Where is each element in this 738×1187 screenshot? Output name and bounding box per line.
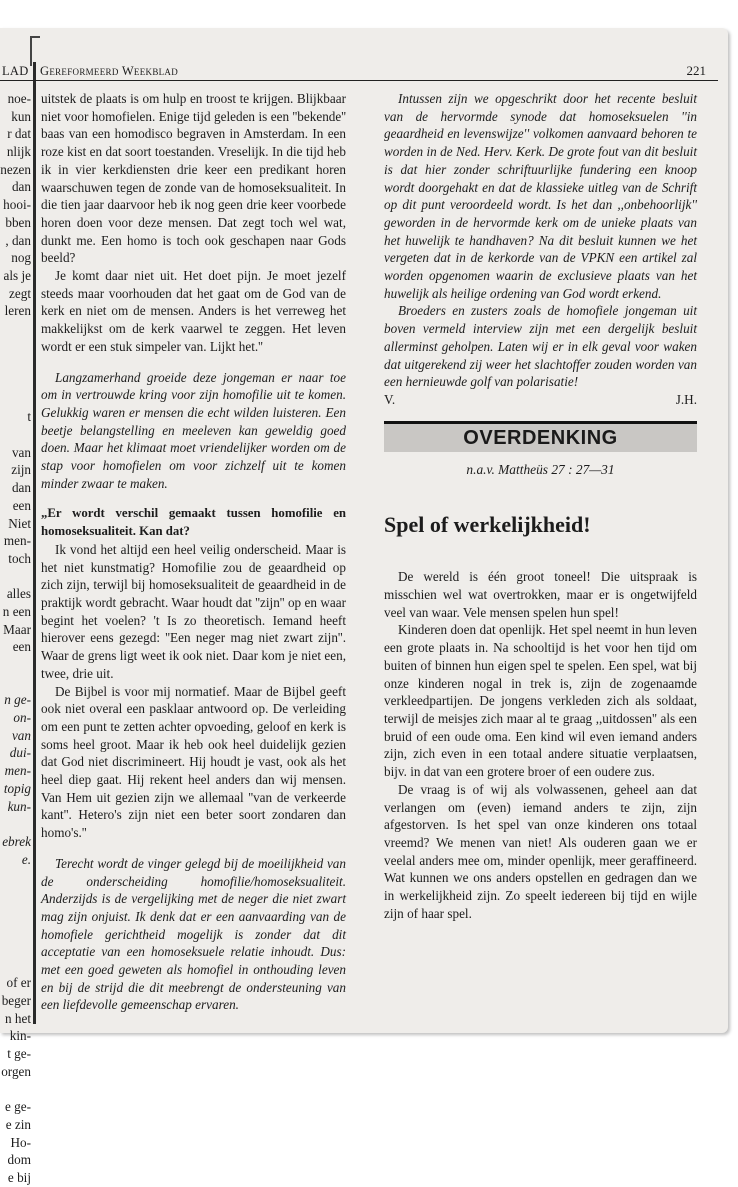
margin-fragment: n ge- (4, 692, 31, 708)
margin-fragment (0, 568, 31, 586)
margin-fragment: leren (4, 303, 31, 319)
margin-fragment: e ge- (5, 1099, 31, 1115)
margin-fragment (0, 868, 31, 886)
margin-fragment: hooi- (3, 197, 31, 213)
margin-fragment (0, 886, 31, 904)
signature-right: J.H. (675, 391, 697, 407)
margin-fragment: e bij (7, 1169, 31, 1185)
signature-line (384, 391, 697, 409)
page-number: 221 (686, 63, 706, 78)
margin-fragment: kin- (9, 1028, 31, 1044)
margin-fragment: on- (13, 710, 31, 726)
margin-fragment: Ho- (10, 1134, 31, 1150)
signature-left: V. (384, 391, 396, 407)
margin-fragment: r dat (7, 126, 31, 142)
margin-fragment: ebrek (2, 833, 31, 849)
margin-fragment: toch (8, 550, 31, 566)
margin-fragment: kun (11, 108, 31, 124)
margin-fragment: orgen (1, 1063, 31, 1079)
margin-fragment: dan (11, 179, 31, 195)
margin-fragment (0, 320, 31, 338)
margin-fragment (0, 338, 31, 356)
paragraph: De vraag is of wij als volwassenen, geheel aan dat verlangen om (even) iemand anders te zijn, zijn afgestorven. Is het spel van onze kinderen ons totaal vreemd? We menen van niet! Als ouderen gaan we er veelal anders mee om, minder openlijk, meer geraffineerd. Wat kunnen we ons anders opstellen en gedragen dan we in werkelijkheid zijn. Zo speelt iedereen bij tijd en wijle zijn of haar spel. (384, 781, 697, 921)
margin-fragment: dui- (9, 745, 31, 761)
margin-fragment (0, 1081, 31, 1099)
paragraph: Ik vond het altijd een heel veilig onderscheid. Maar is het niet kunstmatig? Homofilie zou de geaardheid op zich zijn, terwijl bij homoseksualiteit de geaardheid in de praktijk wordt gebracht. Waar houdt dat ''zijn'' op en waar begint het voelen? 't Is zo theoretisch. Iemand heeft hierover eens gezegd: ''Een neger mag niet zwart zijn''. Waar de grens ligt weet ik ook niet. Daar kom je niet een, twee, drie uit. (41, 541, 346, 681)
margin-fragment: van (11, 727, 31, 743)
margin-fragment: zijn (11, 462, 31, 478)
margin-fragment: e. (21, 851, 31, 867)
margin-fragment: een (12, 497, 31, 513)
margin-fragment: zegt (9, 285, 31, 301)
paragraph: De Bijbel is voor mij normatief. Maar de Bijbel geeft ook niet overal een pasklaar antwoord op. De verleiding om een punt te zetten achter opvoeding, geloof en kerk is soms heel groot. Maar ik heb ook heel duidelijk gezien dat God niet discrimineert. Hij houdt je vast, ook als het heel diep gaat. Hij rekent heel anders dan wij mensen. Van Hem uit gezien zijn we allemaal ''van de verkeerde kant''. Hetero's zijn niet een beter soort zondaren dan homo's.'' (41, 683, 346, 841)
margin-fragment: t ge- (7, 1046, 31, 1062)
margin-fragment: , dan (5, 232, 31, 248)
paragraph: Kinderen doen dat openlijk. Het spel neemt in hun leven een grote plaats in. Na schooltijd is het voor hen tijd om buiten of binnen hun eigen spel te spelen. Een spel, wat bij onze kinderen nogal in trek is, zijn de zogenaamde verkleedpartijen. De jongens verkleden zich als soldaat, terwijl de meisjes zich maar al te graag ,,uitdossen'' als een bruid of een oude oma. Een kind wil even iemand anders zijn, zich even in een totaal andere situatie verplaatsen, bijv. in dat van een grotere broer of een oudere zus. (384, 622, 697, 780)
commentary-paragraph: Langzamerhand groeide deze jongeman er naar toe om in vertrouwde kring voor zijn homofilie uit te komen. Gelukkig waren er mensen die echt wilden luisteren. Een beetje belangstelling en meeleven kan geweldig goed doen. Maar het klimaat moet vriendelijker worden om de stap voor homofielen om voor zichzelf uit te komen minder zwaar te maken. (41, 369, 346, 491)
margin-fragment: nog (11, 250, 31, 266)
previous-page-header-fragment: LAD (2, 64, 29, 78)
margin-fragment (0, 355, 31, 373)
margin-fragment (0, 957, 31, 975)
margin-fragment: als je (3, 267, 31, 283)
previous-page-edge-column (0, 90, 31, 1187)
running-header (0, 60, 718, 81)
margin-fragment (0, 373, 31, 391)
margin-fragment: bben (5, 214, 31, 230)
right-column (384, 90, 697, 922)
paragraph: De wereld is één groot toneel! Die uitspraak is misschien wel wat overtrokken, maar er is ongetwijfeld veel van waar. Vele mensen spelen hun spel! (384, 569, 697, 620)
margin-fragment: noe- (7, 91, 31, 106)
margin-fragment (0, 921, 31, 939)
commentary-paragraph: Terecht wordt de vinger gelegd bij de moeilijkheid van de onderscheiding homofilie/homoseksualiteit. Anderzijds is de vergelijking met de neger die niet zwart mag zijn onjuist. Ik denk dat er een aanvaarding van de homofiele gerichtheid mogelijk is zonder dat dit acceptatie van een homoseksuele relatie inhoudt. Dus: met een goed geweten als homofiel in onthouding leven en bij de strijd die dit meebrengt de ondersteuning van een liefdevolle gemeenschap ervaren. (41, 855, 346, 1013)
margin-fragment: van (11, 444, 31, 460)
section-banner: OVERDENKING (384, 421, 697, 452)
magazine-page (0, 28, 728, 1185)
margin-fragment: n het (4, 1010, 31, 1026)
margin-fragment (0, 939, 31, 957)
margin-fragment: alles (6, 586, 31, 602)
binding-gutter (33, 62, 36, 1024)
margin-fragment (0, 674, 31, 692)
margin-fragment: of er (6, 975, 31, 991)
margin-fragment: dom (7, 1152, 31, 1168)
margin-fragment: beger (1, 993, 31, 1009)
margin-fragment: nlijk (6, 144, 31, 160)
margin-fragment (0, 391, 31, 409)
margin-fragment (0, 815, 31, 833)
margin-fragment: nezen (0, 161, 31, 177)
margin-fragment: een (12, 639, 31, 655)
margin-fragment (0, 426, 31, 444)
interview-question: „Er wordt verschil gemaakt tussen homofilie en homoseksualiteit. Kan dat? (41, 506, 346, 539)
commentary-paragraph: Broeders en zusters zoals de homofiele jongeman uit boven vermeld interview zijn met een dergelijk besluit allerminst geholpen. Laten wij er in elk geval voor waken dat uitgerekend zij weer het slachtoffer zouden worden van een hernieuwde golf van polarisatie! (384, 303, 697, 390)
paragraph: uitstek de plaats is om hulp en troost te krijgen. Blijkbaar niet voor homofielen. Enige tijd geleden is een ''bekende'' baas van een homodisco begraven in Amsterdam. In een roze kist en dat soort toestanden. Vreselijk. In die tijd heb ik in vier kerkdiensten drie keer een predikant horen waarschuwen tegen de zonde van de homoseksualiteit. In die tien jaar daarvoor heb ik nog geen drie keer voorbede horen doen voor deze mensen. Dat zegt toch wel wat, dunkt me. Een homo is toch ook geschapen naar Gods beeld? (41, 91, 346, 266)
margin-fragment: topig (3, 780, 31, 796)
article-title: Spel of werkelijkheid! (384, 512, 591, 538)
margin-fragment: Niet (8, 515, 31, 531)
margin-fragment: n een (2, 603, 31, 619)
margin-fragment (0, 656, 31, 674)
publication-title: Gereformeerd Weekblad (40, 64, 179, 78)
interview-column (41, 90, 346, 1014)
margin-fragment: e zin (5, 1116, 31, 1132)
scripture-reference: n.a.v. Mattheüs 27 : 27—31 (466, 461, 615, 477)
margin-fragment: dan (11, 480, 31, 496)
paragraph: Je komt daar niet uit. Het doet pijn. Je moet jezelf steeds maar voorhouden dat het gaat om de God van de kerk en niet om de mensen. Anders is het verreweg het makkelijkst om de kerk vaarwel te zeggen. Het leven wordt er een stuk simpeler van. Lijkt het.'' (41, 268, 346, 354)
commentary-paragraph: Intussen zijn we opgeschrikt door het recente besluit van de hervormde synode dat homoseksuelen ''in geaardheid en levenswijze'' volkomen aanvaard behoren te worden in de Ned. Herv. Kerk. De grote fout van dit besluit is dat hier zonder schriftuurlijke fundering een knoop wordt doorgehakt en dat de klassieke uitleg van de Schrift op dit punt veroordeeld wordt. Is het dan ,,onbehoorlijk'' geworden in de hervormde kerk om de unieke plaats van het huwelijk te handhaven? Na dit besluit kunnen we het vergeten dat in de kerkorde van de VPKN een artikel zal worden opgenomen waarin de exclusieve plaats van het huwelijk als heilige ordening van God wordt erkend. (384, 91, 697, 301)
margin-fragment (0, 904, 31, 922)
margin-fragment: Maar (3, 621, 31, 637)
margin-fragment: men- (3, 533, 31, 549)
margin-fragment: kun- (7, 798, 31, 814)
margin-fragment: t (27, 409, 31, 425)
margin-fragment: men- (4, 763, 31, 779)
